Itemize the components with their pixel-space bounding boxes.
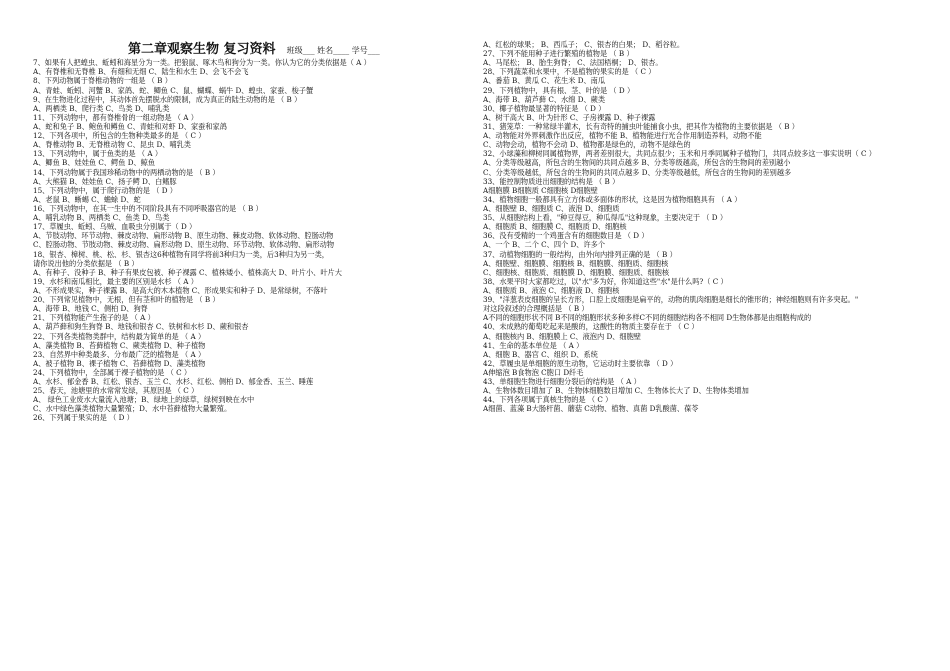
text-line: 37、动植物细胞的一般结构，由外向内排列正确的是 （ B ） <box>483 249 677 259</box>
text-line: 9、在生物进化过程中，其动体首先摆脱水的限制，成为真正的陆生动物的是 （ B ） <box>33 94 302 104</box>
text-line: 请你说出他的分类依据是 （ B ） <box>33 258 139 268</box>
text-line: A、鲫鱼 B、娃娃鱼 C、鳄鱼 D、鲸鱼 <box>33 158 156 168</box>
text-line: A细菌、蓝藻 B大肠杆菌、蘑菇 C动物、植物、真菌 D乳酸菌、葆苓 <box>483 404 699 414</box>
text-line: 38、水果平时大家都吃过，以"水"多为好，你知道这些"水"是什么吗?（ C ） <box>483 276 728 286</box>
text-line: A、番茄 B、黄瓜 C、花生米 D、南瓜 <box>483 76 606 86</box>
text-line: 23、自然界中种类最多、分布最广泛的植物是 （ A ） <box>33 349 206 359</box>
text-line: A、不形成果实，种子裸露 B、是高大的木本植物 C、形成果实和种子 D、是常绿树，不落叶 <box>33 285 328 295</box>
text-line: 20、下列常见植物中，无根，但有茎和叶的植物是 （ B ） <box>33 295 220 305</box>
text-line: 33、能控制物质进出细胞的结构是 （ B ） <box>483 176 620 186</box>
text-line <box>33 49 467 58</box>
text-line: 8、下列动物属于脊椎动物的一组是 （ B ） <box>33 76 172 86</box>
text-line: A、节肢动物、环节动物、棘皮动物、扁形动物 B、原生动物、棘皮动物、软体动物、腔肠动物 <box>33 231 334 241</box>
text-line: 19、水杉和南瓜相比，最主要的区别是水杉 （ A ） <box>33 276 198 286</box>
text-line: 31、猪笼草：一种常绿半灌木，长有奇特的捕虫叶能捕食小虫，把其作为植物的主要依据是 （ B ） <box>483 121 799 131</box>
text-line: A不同的细胞形状不同 B不同的细胞形状多种多样C不同的细胞结构各不相同 D生物体都是由细胞构成的 <box>483 313 812 323</box>
text-line: A、细胞壁 B、细胞质 C、液泡 D、细胞质 <box>483 203 620 213</box>
text-line: 36、没有受精的一个鸡蛋含有的细胞数目是 （ D ） <box>483 231 649 241</box>
text-line: 35、从细胞结构上看，"种豆得豆，种瓜得瓜"这种现象，主要决定于 （ D ） <box>483 213 728 223</box>
text-line: A、一个 B、二个 C、四个 D、许多个 <box>483 240 606 250</box>
text-line: 29、下列植物中，具有根、茎、叶的是 （ D ） <box>483 85 635 95</box>
text-line: 24、下列植物中，全部属于裸子植物的是 （ C ） <box>33 367 192 377</box>
text-line: A、水杉、郁金香 B、红松、银杏、玉兰 C、水杉、红松、侧柏 D、郁金香、玉兰、睡莲 <box>33 377 314 387</box>
text-line: C、动物会动，植物不会动 D、植物都是绿色的，动物不是绿色的 <box>483 140 691 150</box>
text-line: 7、如果有人把蝗虫、蚯蚓和海星分为一类。把狼鼠、啄木鸟和狗分为一类。你认为它的分类依据是（ A ） <box>33 58 371 68</box>
text-line: 30、椰子植物最显著的特征是 （ D ） <box>483 103 606 113</box>
text-line: 43、单细胞生物进行细胞分裂后的结构是 （ A ） <box>483 377 641 387</box>
text-line: 17、草履虫、蚯蚓、乌贼、血吸虫分别属于（ D ） <box>33 222 197 232</box>
text-line: A、细胞核内 B、细胞膜上 C、液泡内 D、细胞壁 <box>483 331 641 341</box>
text-line: 对这段叙述的合理概括是 （ B ） <box>483 304 589 314</box>
text-line: 22、下列各类植物类群中，结构最为简单的是 （ A ） <box>33 331 206 341</box>
text-line: A、生物体数目增加了 B、生物体细胞数目增加 C、生物体长大了 D、生物体类增加 <box>483 386 749 396</box>
text-line: A、葫芦藓和狗生狗脊 B、地钱和银杏 C、铁树和水杉 D、蕨和银杏 <box>33 322 249 332</box>
text-line: A、 绿色工业废水大量流入池塘；B、绿地上的绿草，绿树到映在水中 <box>33 395 255 405</box>
text-line: 16、下列动物中，在其一生中的不同阶段具有不同呼吸器官的是 （ B ） <box>33 203 263 213</box>
text-line: A细胞膜 B细胞质 C细胞核 D细胞壁 <box>483 185 598 195</box>
text-line: 18、银杏、樟树、桃、松、杉、银杏这6种植物有同学将前3种归为一类，后3种归为另一类， <box>33 249 329 259</box>
text-line: A、青蛙、蚯蚓、河蟹 B、家鸽、蛇、鲫鱼 C、鼠、蝴蝶、蜗牛 D、蝗虫、家蚕、梭子蟹 <box>33 85 314 95</box>
text-line: 25、春天，池塘里的水常常发绿，其原因是 （ C ） <box>33 386 199 396</box>
text-line: A、细胞 B、器官 C、组织 D、系统 <box>483 349 598 359</box>
text-line: 27、下列不能用种子进行繁殖的植物是 （ B ） <box>483 49 634 59</box>
text-line: A、被子植物 B、裸子植物 C、苔藓植物 D、藻类植物 <box>33 358 206 368</box>
text-line: A伸缩泡 B食物泡 C胞口 D纤毛 <box>483 367 584 377</box>
text-line: A、红松的球果； B、西瓜子； C、银杏的白果； D、稻谷粒。 <box>483 40 685 49</box>
text-line: 28、下列蔬菜和水果中，不是植物的果实的是 （ C ） <box>483 67 656 77</box>
document-title: 第二章观察生物 复习资料 <box>128 42 276 57</box>
text-line: 34、植物细胞一般都具有立方体或多面体的形状，这是因为植物细胞具有 （ A ） <box>483 194 742 204</box>
text-line: A、有种子、没种子 B、种子有果皮包被、种子裸露 C、植株矮小、植株高大 D、叶片小、叶片大 <box>33 267 342 277</box>
text-line: 11、下列动物中，都有脊椎骨的一组动物是 （ A ） <box>33 112 198 122</box>
text-line: A、细胞质 B、细胞膜 C、细胞质 D、细胞核 <box>483 222 627 232</box>
text-line: A、两栖类 B、爬行类 C、鸟类 D、哺乳类 <box>33 103 170 113</box>
text-line: 15、下列动物中，属于爬行动物的是 （ D ） <box>33 185 177 195</box>
text-line: A、分类等级越高，所包含的生物间的共同点越多 B、分类等级越高，所包含的生物间的差别越小 <box>483 158 791 168</box>
text-line: 13、下列动物中，属于鱼类的是 （ A ） <box>33 149 163 159</box>
text-line: C、细胞核、细胞质、细胞膜 D、细胞膜、细胞质、细胞核 <box>483 267 670 277</box>
text-line: 32、小球藻和柳树同属植物界，两者差别很大，共同点很少；玉米和月季同属种子植物门，共同点较多这一事实说明（ C ） <box>483 149 876 159</box>
text-line: A、大熊猫 B、娃娃鱼 C、扬子鳄 D、白鳍豚 <box>33 176 177 186</box>
text-line: 12、下列各项中，所包含的生物种类最多的是 （ C ） <box>33 131 206 141</box>
text-line: A、蛇和兔子 B、鲍鱼和鳟鱼 C、青蛙和对虾 D、家蚕和家鸽 <box>33 121 227 131</box>
text-line: 40、未成熟的葡萄吃起来是酸的，这酸性的物质主要存在于 （ C ） <box>483 322 699 332</box>
text-line: C、腔肠动物、节肢动物、棘皮动物、扁形动物 D、原生动物、环节动物、软体动物、扁形动物 <box>33 240 335 250</box>
text-line: A、细胞壁、细胞膜、细胞核 B、细胞膜、细胞质、细胞核 <box>483 258 669 268</box>
right-column <box>483 40 923 413</box>
text-line <box>33 40 467 49</box>
text-line: C、分类等级越低，所包含的生物间的共同点越多 D、分类等级越低，所包含的生物间的差别越多 <box>483 167 792 177</box>
text-line: 42、草履虫是单细胞的原生动物，它运动时主要依靠 （ D ） <box>483 358 678 368</box>
text-line: A、有脊椎和无脊椎 B、有细和无细 C、陆生和水生 D、会飞不会飞 <box>33 67 249 77</box>
text-line: 21、下列植物能产生孢子的是 （ A ） <box>33 313 155 323</box>
text-line: A、树干高大 B、叶为针形 C、子房裸露 D、种子裸露 <box>483 112 656 122</box>
text-line: 41、生命的基本单位是 （ A ） <box>483 340 584 350</box>
text-line: A、细胞质 B、液泡 C、细胞液 D、细胞核 <box>483 285 620 295</box>
text-line: C、水中绿色藻类植物大量繁殖；D、水中苔藓植物大量繁殖。 <box>33 404 232 414</box>
text-line: A、海带 B、葫芦藓 C、水绵 D、蕨类 <box>483 94 606 104</box>
left-column <box>33 40 467 423</box>
text-line: A、老鼠 B、蜥蜴 C、蟾蜍 D、蛇 <box>33 194 141 204</box>
student-info-fields: 班级___ 姓名____ 学号___ <box>286 46 380 55</box>
text-line: A、哺乳动物 B、两栖类 C、鱼类 D、鸟类 <box>33 213 170 223</box>
text-line: 39、"洋葱表皮细胞的呈长方形，口腔上皮细胞是扁平的，动物的肌肉细胞是细长的锥形的；神经细胞则有许多突起。" <box>483 295 859 305</box>
text-line: 44、下列各项属于真核生物的是 （ C ） <box>483 395 613 405</box>
text-line: A、海带 B、地钱 C、侧柏 D、狗脊 <box>33 304 148 314</box>
text-line: A、动物能对外界刺激作出反应，植物不能 B、植物能进行光合作用制造养料，动物不能 <box>483 131 762 141</box>
text-line: 14、下列动物属于我国珍稀动物中的两栖动物的是 （ B ） <box>33 167 220 177</box>
text-line: 26、下列属于果实的是 （ D ） <box>33 413 134 423</box>
text-line: A、藻类植物 B、苔藓植物 C、蕨类植物 D、种子植物 <box>33 340 206 350</box>
text-line: A、马尾松； B、胎生狗脊； C、法国梧桐； D、银杏。 <box>483 58 663 68</box>
text-line: A、脊椎动物 B、无脊椎动物 C、昆虫 D、哺乳类 <box>33 140 191 150</box>
